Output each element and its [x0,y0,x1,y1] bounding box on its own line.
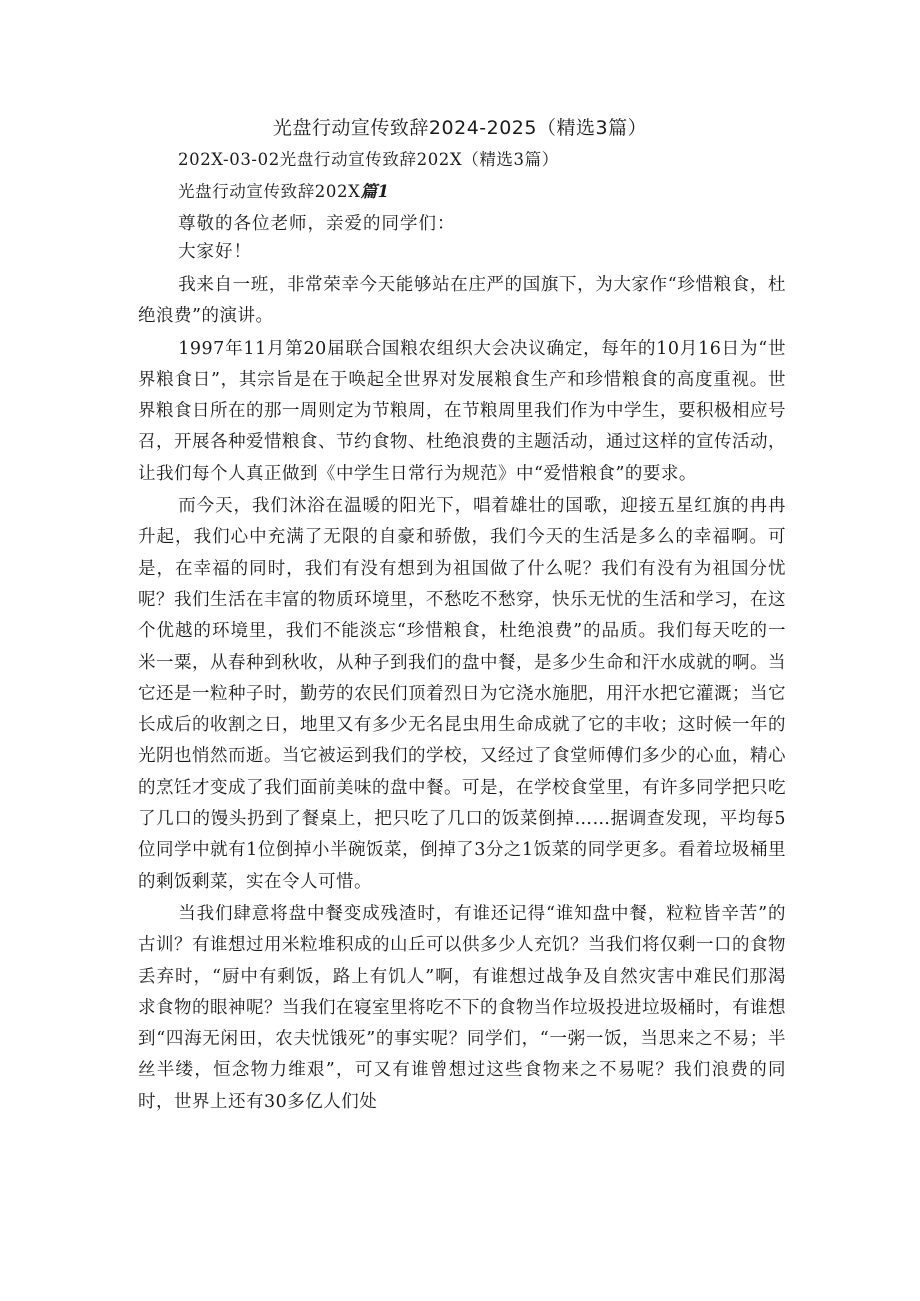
section-subtitle [178,180,390,204]
subtitle-piece: 篇1 [360,182,390,201]
paragraph-3: 而今天，我们沐浴在温暖的阳光下，唱着雄壮的国歌，迎接五星红旗的冉冉升起，我们心中充满了无限的自豪和骄傲，我们今天的生活是多么的幸福啊。可是，在幸福的同时，我们有没有想到为祖国做了什么呢？我们有没有为祖国分忧呢？我们生活在丰富的物质环境里，不愁吃不愁穿，快乐无忧的生活和学习，在这个优越的环境里，我们不能淡忘“珍惜粮食，杜绝浪费”的品质。我们每天吃的一米一粟，从春种到秋收，从种子到我们的盘中餐，是多少生命和汗水成就的啊。当它还是一粒种子时，勤劳的农民们顶着烈日为它浇水施肥，用汗水把它灌溉；当它长成后的收割之日，地里又有多少无名昆虫用生命成就了它的丰收；这时候一年的光阴也悄然而逝。当它被运到我们的学校，又经过了食堂师傅们多少的心血，精心的烹饪才变成了我们面前美味的盘中餐。可是，在学校食堂里，有许多同学把只吃了几口的馒头扔到了餐桌上，把只吃了几口的饭菜倒掉……据调查发现，平均每5位同学中就有1位倒掉小半碗饭菜，倒掉了3分之1饭菜的同学更多。看着垃圾桶里的剩饭剩菜，实在令人可惜。 [138,496,786,892]
paragraph-2: 1997年11月第20届联合国粮农组织大会决议确定，每年的10月16日为“世界粮食日”，其宗旨是在于唤起全世界对发展粮食生产和珍惜粮食的高度重视。世界粮食日所在的那一周则定为节粮周，在节粮周里我们作为中学生，要积极相应号召，开展各种爱惜粮食、节约食物、杜绝浪费的主题活动，通过这样的宣传活动，让我们每个人真正做到《中学生日常行为规范》中“爱惜粮食”的要求。 [138,338,786,484]
paragraph-4: 当我们肆意将盘中餐变成残渣时，有谁还记得“谁知盘中餐，粒粒皆辛苦”的古训？有谁想过用米粒堆积成的山丘可以供多少人充饥？当我们将仅剩一口的食物丢弃时，“厨中有剩饭，路上有饥人”啊，有谁想过战争及自然灾害中难民们那渴求食物的眼神呢？当我们在寝室里将吃不下的食物当作垃圾投进垃圾桶时，有谁想到“四海无闲田，农夫忧饿死”的事实呢？同学们，“一粥一饭，当思来之不易；半丝半缕，恒念物力维艰”，可又有谁曾想过这些食物来之不易呢？我们浪费的同时，世界上还有30多亿人们处 [138,903,786,1112]
greeting: 大家好！ [178,242,252,262]
paragraph-1: 我来自一班，非常荣幸今天能够站在庄严的国旗下，为大家作“珍惜粮食，杜绝浪费”的演讲。 [138,275,786,327]
subtitle-prefix: 光盘行动宣传致辞202X [178,182,361,201]
salutation: 尊敬的各位老师，亲爱的同学们： [178,214,456,234]
document-title: 光盘行动宣传致辞2024-2025（精选3篇） [272,117,648,139]
speech-body [138,270,786,1118]
date-line: 202X-03-02光盘行动宣传致辞202X（精选3篇） [178,150,559,169]
